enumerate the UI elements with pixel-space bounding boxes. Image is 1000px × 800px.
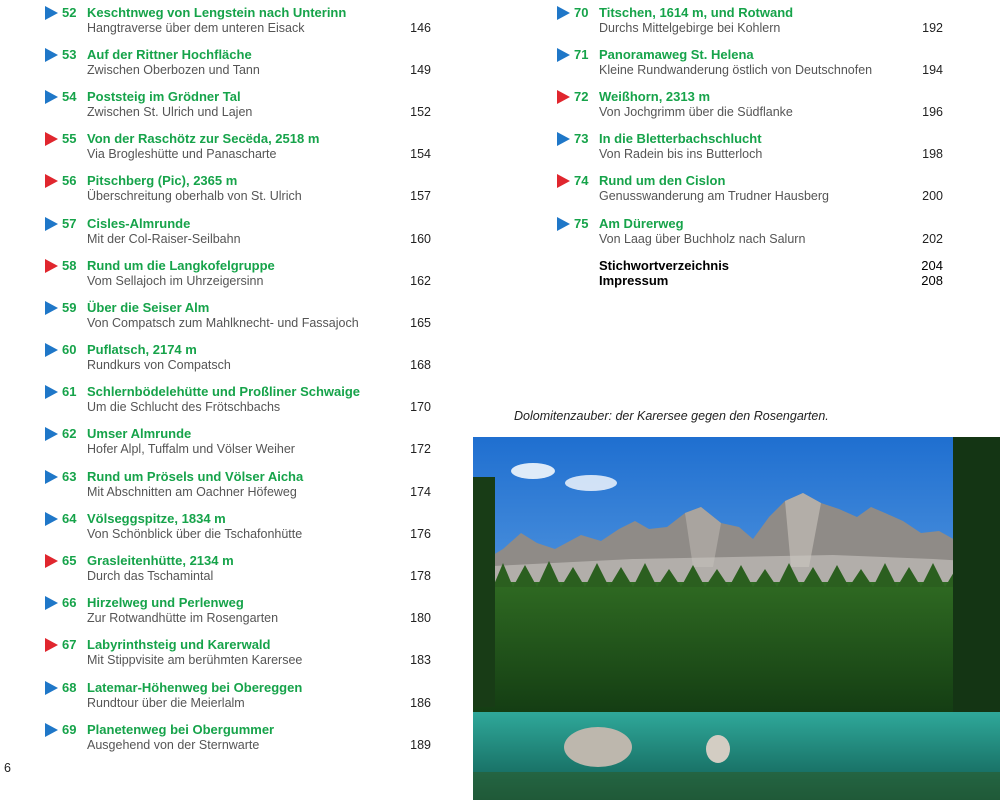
toc-entry	[45, 258, 431, 294]
marker-triangle-icon	[45, 90, 58, 104]
entry-page: 194	[922, 63, 943, 77]
entry-number: 61	[62, 384, 77, 399]
index-label: Stichwortverzeichnis	[599, 258, 730, 273]
photo-caption: Dolomitenzauber: der Karersee gegen den Rosengarten.	[514, 409, 829, 423]
entry-page: 189	[410, 738, 431, 752]
marker-triangle-icon	[45, 638, 58, 652]
marker-triangle-icon	[45, 681, 58, 695]
entry-page: 157	[410, 189, 431, 203]
toc-entry	[45, 511, 431, 547]
entry-subtitle: Überschreitung oberhalb von St. Ulrich	[87, 189, 302, 203]
toc-entry	[557, 131, 943, 167]
toc-entry	[45, 342, 431, 378]
toc-entry	[45, 426, 431, 462]
marker-triangle-icon	[45, 301, 58, 315]
entry-number: 65	[62, 553, 77, 568]
entry-title: Hirzelweg und Perlenweg	[87, 595, 244, 610]
entry-number: 71	[574, 47, 589, 62]
toc-entry	[45, 47, 431, 83]
toc-extra-imprint	[599, 273, 943, 288]
toc-entry	[45, 469, 431, 505]
marker-triangle-icon	[45, 174, 58, 188]
entry-title: Rund um den Cislon	[599, 173, 726, 188]
toc-entry	[45, 5, 431, 41]
index-page: 204	[921, 258, 943, 273]
entry-page: 162	[410, 274, 431, 288]
marker-triangle-icon	[45, 512, 58, 526]
entry-title: Panoramaweg St. Helena	[599, 47, 754, 62]
marker-triangle-icon	[557, 217, 570, 231]
entry-page: 174	[410, 485, 431, 499]
entry-title: Weißhorn, 2313 m	[599, 89, 711, 104]
marker-triangle-icon	[45, 554, 58, 568]
entry-number: 69	[62, 722, 77, 737]
toc-entry	[557, 47, 943, 83]
entry-title: Über die Seiser Alm	[87, 300, 210, 315]
entry-title: Puflatsch, 2174 m	[87, 342, 197, 357]
marker-triangle-icon	[45, 259, 58, 273]
entry-title: Am Dürerweg	[599, 216, 684, 231]
entry-subtitle: Vom Sellajoch im Uhrzeigersinn	[87, 274, 264, 288]
entry-number: 55	[62, 131, 77, 146]
entry-title: Titschen, 1614 m, und Rotwand	[599, 5, 794, 20]
entry-page: 146	[410, 21, 431, 35]
toc-entry	[45, 384, 431, 420]
entry-page: 186	[410, 696, 431, 710]
entry-title: Rund um die Langkofelgruppe	[87, 258, 275, 273]
entry-number: 75	[574, 216, 589, 231]
marker-triangle-icon	[45, 217, 58, 231]
entry-subtitle: Ausgehend von der Sternwarte	[87, 738, 260, 752]
imprint-label: Impressum	[599, 273, 669, 288]
entry-number: 67	[62, 637, 77, 652]
entry-number: 72	[574, 89, 589, 104]
marker-triangle-icon	[557, 6, 570, 20]
entry-subtitle: Zwischen St. Ulrich und Lajen	[87, 105, 253, 119]
entry-page: 152	[410, 105, 431, 119]
entry-page: 176	[410, 527, 431, 541]
entry-subtitle: Von Schönblick über die Tschafonhütte	[87, 527, 303, 541]
entry-title: Poststeig im Grödner Tal	[87, 89, 241, 104]
entry-title: In die Bletterbachschlucht	[599, 131, 762, 146]
marker-triangle-icon	[45, 723, 58, 737]
toc-extra-index	[599, 258, 943, 273]
marker-triangle-icon	[45, 48, 58, 62]
entry-number: 66	[62, 595, 77, 610]
entry-page: 178	[410, 569, 431, 583]
marker-triangle-icon	[557, 90, 570, 104]
entry-number: 56	[62, 173, 77, 188]
entry-subtitle: Kleine Rundwanderung östlich von Deutschnofen	[599, 63, 873, 77]
entry-subtitle: Um die Schlucht des Frötschbachs	[87, 400, 281, 414]
entry-number: 59	[62, 300, 77, 315]
entry-page: 192	[922, 21, 943, 35]
entry-subtitle: Durch das Tschamintal	[87, 569, 214, 583]
marker-triangle-icon	[557, 48, 570, 62]
entry-title: Cisles-Almrunde	[87, 216, 191, 231]
entry-page: 183	[410, 653, 431, 667]
entry-subtitle: Mit der Col-Raiser-Seilbahn	[87, 232, 241, 246]
entry-title: Von der Raschötz zur Secëda, 2518 m	[87, 131, 320, 146]
entry-title: Planetenweg bei Obergummer	[87, 722, 275, 737]
marker-triangle-icon	[45, 132, 58, 146]
toc-entry	[45, 173, 431, 209]
entry-subtitle: Hangtraverse über dem unteren Eisack	[87, 21, 305, 35]
entry-subtitle: Durchs Mittelgebirge bei Kohlern	[599, 21, 781, 35]
entry-number: 63	[62, 469, 77, 484]
entry-page: 160	[410, 232, 431, 246]
entry-number: 70	[574, 5, 589, 20]
entry-subtitle: Von Laag über Buchholz nach Salurn	[599, 232, 806, 246]
entry-number: 68	[62, 680, 77, 695]
entry-subtitle: Mit Stippvisite am berühmten Karersee	[87, 653, 303, 667]
entry-page: 198	[922, 147, 943, 161]
entry-subtitle: Hofer Alpl, Tuffalm und Völser Weiher	[87, 442, 295, 456]
toc-entry	[45, 300, 431, 336]
entry-subtitle: Zur Rotwandhütte im Rosengarten	[87, 611, 279, 625]
entry-subtitle: Zwischen Oberbozen und Tann	[87, 63, 260, 77]
entry-number: 53	[62, 47, 77, 62]
toc-entry	[45, 595, 431, 631]
marker-triangle-icon	[45, 385, 58, 399]
page-number: 6	[4, 761, 11, 775]
toc-entry	[45, 216, 431, 252]
marker-triangle-icon	[45, 6, 58, 20]
entry-title: Labyrinthsteig und Karerwald	[87, 637, 271, 652]
entry-subtitle: Rundkurs von Compatsch	[87, 358, 231, 372]
entry-title: Auf der Rittner Hochfläche	[87, 47, 252, 62]
entry-number: 62	[62, 426, 77, 441]
entry-title: Latemar-Höhenweg bei Obereggen	[87, 680, 303, 695]
entry-title: Schlernbödelehütte und Proßliner Schwaige	[87, 384, 361, 399]
entry-subtitle: Von Jochgrimm über die Südflanke	[599, 105, 793, 119]
karersee-photo	[473, 437, 1000, 800]
entry-subtitle: Mit Abschnitten am Oachner Höfeweg	[87, 485, 297, 499]
marker-triangle-icon	[45, 596, 58, 610]
entry-number: 74	[574, 173, 589, 188]
toc-entry	[557, 89, 943, 125]
toc-entry	[45, 722, 431, 758]
toc-entry	[45, 637, 431, 673]
marker-triangle-icon	[557, 132, 570, 146]
entry-subtitle: Rundtour über die Meierlalm	[87, 696, 245, 710]
entry-page: 200	[922, 189, 943, 203]
entry-subtitle: Von Radein bis ins Butterloch	[599, 147, 763, 161]
toc-entry	[557, 216, 943, 252]
entry-page: 168	[410, 358, 431, 372]
entry-page: 196	[922, 105, 943, 119]
entry-number: 60	[62, 342, 77, 357]
entry-subtitle: Genusswanderung am Trudner Hausberg	[599, 189, 829, 203]
entry-title: Grasleitenhütte, 2134 m	[87, 553, 234, 568]
toc-entry	[557, 5, 943, 41]
marker-triangle-icon	[45, 470, 58, 484]
toc-entry	[45, 680, 431, 716]
entry-title: Umser Almrunde	[87, 426, 192, 441]
entry-page: 180	[410, 611, 431, 625]
entry-number: 52	[62, 5, 77, 20]
entry-number: 64	[62, 511, 77, 526]
toc-entry	[557, 173, 943, 209]
entry-page: 172	[410, 442, 431, 456]
entry-title: Völseggspitze, 1834 m	[87, 511, 226, 526]
entry-page: 170	[410, 400, 431, 414]
entry-page: 165	[410, 316, 431, 330]
entry-page: 202	[922, 232, 943, 246]
toc-entry	[45, 553, 431, 589]
marker-triangle-icon	[45, 427, 58, 441]
toc-entry	[45, 131, 431, 167]
entry-number: 57	[62, 216, 77, 231]
imprint-page: 208	[921, 273, 943, 288]
entry-title: Keschtnweg von Lengstein nach Unterinn	[87, 5, 347, 20]
entry-title: Pitschberg (Pic), 2365 m	[87, 173, 238, 188]
toc-entry	[45, 89, 431, 125]
entry-page: 149	[410, 63, 431, 77]
entry-title: Rund um Prösels und Völser Aicha	[87, 469, 304, 484]
entry-number: 58	[62, 258, 77, 273]
entry-number: 54	[62, 89, 77, 104]
entry-page: 154	[410, 147, 431, 161]
entry-number: 73	[574, 131, 589, 146]
entry-subtitle: Von Compatsch zum Mahlknecht- und Fassajoch	[87, 316, 359, 330]
marker-triangle-icon	[557, 174, 570, 188]
marker-triangle-icon	[45, 343, 58, 357]
entry-subtitle: Via Brogleshütte und Panascharte	[87, 147, 277, 161]
